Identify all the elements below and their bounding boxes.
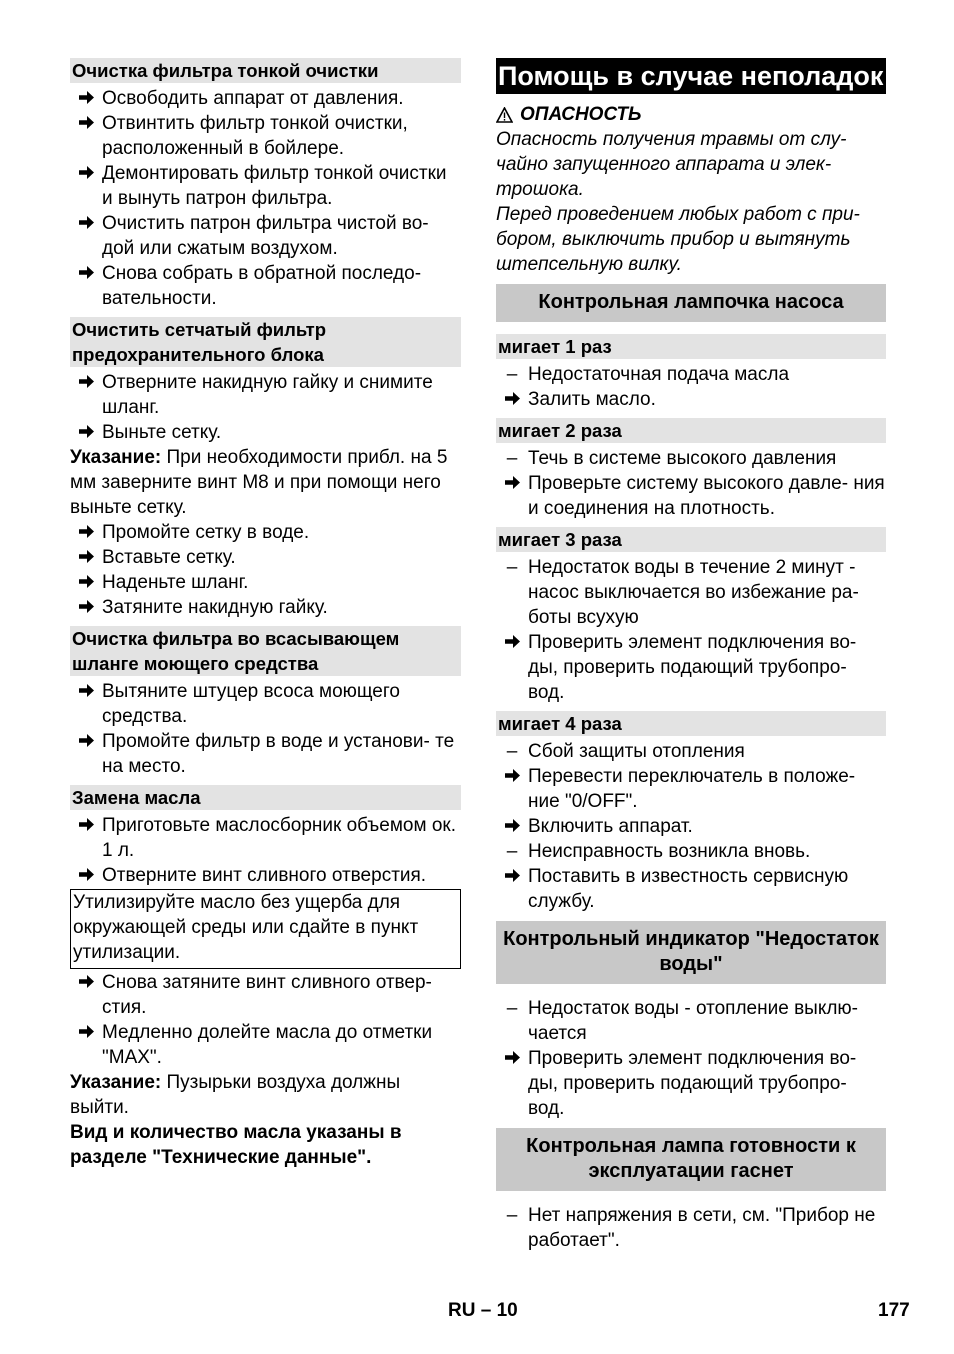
list-item-text: Проверить элемент подключения во- ды, проверить подающий трубопро- вод. <box>528 1048 857 1119</box>
footer-section-label: RU – 10 <box>448 1300 518 1321</box>
arrow-icon <box>70 161 102 211</box>
arrow-icon <box>496 630 528 705</box>
list-item <box>496 555 886 630</box>
list-fine-filter <box>70 86 461 311</box>
section-title-pump-lamp: Контрольная лампочка насоса <box>496 284 886 322</box>
list-item <box>70 970 461 1020</box>
list-item <box>496 814 886 839</box>
list-item-text: Снова собрать в обратной последо- вательности. <box>102 263 422 309</box>
list-item-text: Вытяните штуцер всоса моющего средства. <box>102 681 400 727</box>
section-title-fine-filter: Очистка фильтра тонкой очистки <box>70 58 461 83</box>
list-item-text: Вставьте сетку. <box>102 547 236 568</box>
list-item-text: Выньте сетку. <box>102 422 222 443</box>
list-oil-change-a <box>70 813 461 888</box>
arrow-icon <box>70 261 102 311</box>
list-mesh-filter-b <box>70 520 461 620</box>
section-title-mesh-filter: Очистить сетчатый фильтр предохранительного блока <box>70 317 461 367</box>
oil-spec-reference: Вид и количество масла указаны в разделе "Технические данные". <box>70 1122 402 1168</box>
environment-notice-box: Утилизируйте масло без ущерба для окружающей среды или сдайте в пункт утилизации. <box>70 889 461 969</box>
arrow-icon <box>496 1046 528 1121</box>
list-mesh-filter-a <box>70 370 461 445</box>
arrow-icon <box>70 863 102 888</box>
list-item-text: Проверить элемент подключения во- ды, проверить подающий трубопро- вод. <box>528 632 857 703</box>
subsection-blinks-2: мигает 2 раза <box>496 418 886 443</box>
list-item-text: Течь в системе высокого давления <box>528 448 837 469</box>
list-item-text: Перевести переключатель в положе- ние "0/OFF". <box>528 766 856 812</box>
list-item <box>70 863 461 888</box>
list-item <box>70 111 461 161</box>
list-item <box>496 996 886 1046</box>
note-mesh-filter <box>70 445 461 520</box>
arrow-icon <box>496 471 528 521</box>
list-item <box>496 362 886 387</box>
left-column <box>70 58 461 1170</box>
arrow-icon <box>70 570 102 595</box>
danger-text-1: Опасность получения травмы от слу- чайно запущенного аппарата и элек- трошока. <box>496 129 847 200</box>
list-item-text: Сбой защиты отопления <box>528 741 745 762</box>
section-title-detergent-filter: Очистка фильтра во всасывающем шланге моющего средства <box>70 626 461 676</box>
arrow-icon <box>70 595 102 620</box>
note-label: Указание: <box>70 1072 162 1093</box>
warning-triangle-icon <box>496 107 520 123</box>
list-item <box>70 545 461 570</box>
list-item <box>70 729 461 779</box>
list-item <box>70 420 461 445</box>
danger-heading <box>496 102 886 127</box>
arrow-icon <box>70 370 102 420</box>
list-item-text: Отвинтить фильтр тонкой очистки, расположенный в бойлере. <box>102 113 408 159</box>
list-item <box>70 595 461 620</box>
list-ready-lamp <box>496 1203 886 1253</box>
arrow-icon <box>70 970 102 1020</box>
dash-marker: – <box>506 1205 518 1226</box>
right-column <box>496 58 886 1253</box>
arrow-icon <box>70 545 102 570</box>
note-oil-change <box>70 1070 461 1120</box>
list-blinks-2 <box>496 446 886 521</box>
list-item <box>496 387 886 412</box>
list-item <box>70 813 461 863</box>
list-item <box>496 764 886 814</box>
list-item-text: Поставить в известность сервисную службу. <box>528 866 849 912</box>
arrow-icon <box>70 420 102 445</box>
dash-marker: – <box>506 998 518 1019</box>
dash-marker: – <box>506 557 518 578</box>
list-item <box>496 471 886 521</box>
arrow-icon <box>70 520 102 545</box>
arrow-icon <box>496 764 528 814</box>
section-title-ready-lamp: Контрольная лампа готовности к эксплуатации гаснет <box>496 1128 886 1191</box>
section-title-oil-change: Замена масла <box>70 785 461 810</box>
list-item-text: Недостаточная подача масла <box>528 364 790 385</box>
dash-marker: – <box>506 741 518 762</box>
arrow-icon <box>70 211 102 261</box>
note-text: Пузырьки воздуха должны выйти. <box>70 1072 401 1118</box>
arrow-icon <box>70 679 102 729</box>
list-item <box>70 370 461 420</box>
list-item-text: Неисправность возникла вновь. <box>528 841 811 862</box>
dash-marker: – <box>506 448 518 469</box>
list-item <box>70 1020 461 1070</box>
dash-marker: – <box>506 841 518 862</box>
list-item-text: Недостаток воды в течение 2 минут - насос выключается во избежание ра- боты всухую <box>528 557 859 628</box>
list-item <box>70 261 461 311</box>
list-item-text: Отверните накидную гайку и снимите шланг. <box>102 372 433 418</box>
list-item-text: Приготовьте маслосборник объемом ок. 1 л. <box>102 815 456 861</box>
list-item <box>70 570 461 595</box>
list-item-text: Промойте фильтр в воде и установи- те на место. <box>102 731 455 777</box>
list-item-text: Медленно долейте масла до отметки "MAX". <box>102 1022 433 1068</box>
arrow-icon <box>70 111 102 161</box>
list-blinks-3 <box>496 555 886 705</box>
list-water-indicator <box>496 996 886 1121</box>
section-title-water-indicator: Контрольный индикатор "Недостаток воды" <box>496 921 886 984</box>
list-detergent-filter <box>70 679 461 779</box>
dash-marker: – <box>506 364 518 385</box>
list-item <box>496 630 886 705</box>
list-item <box>496 446 886 471</box>
danger-label: ОПАСНОСТЬ <box>520 104 642 125</box>
list-item <box>496 864 886 914</box>
list-oil-change-b <box>70 970 461 1070</box>
list-item-text: Залить масло. <box>528 389 656 410</box>
list-item <box>70 679 461 729</box>
list-blinks-4 <box>496 739 886 914</box>
subsection-blinks-3: мигает 3 раза <box>496 527 886 552</box>
list-item <box>496 839 886 864</box>
list-item <box>496 739 886 764</box>
list-item-text: Недостаток воды - отопление выклю- чается <box>528 998 859 1044</box>
list-item-text: Проверьте систему высокого давле- ния и соединения на плотность. <box>528 473 885 519</box>
arrow-icon <box>70 1020 102 1070</box>
danger-text-2: Перед проведением любых работ с при- бором, выключить прибор и вытянуть штепсельную вилку. <box>496 204 860 275</box>
list-item <box>496 1046 886 1121</box>
list-item-text: Затяните накидную гайку. <box>102 597 328 618</box>
list-item <box>70 520 461 545</box>
list-blinks-1 <box>496 362 886 412</box>
list-item-text: Промойте сетку в воде. <box>102 522 310 543</box>
arrow-icon <box>496 864 528 914</box>
arrow-icon <box>70 813 102 863</box>
list-item <box>70 86 461 111</box>
subsection-blinks-4: мигает 4 раза <box>496 711 886 736</box>
list-item-text: Включить аппарат. <box>528 816 693 837</box>
arrow-icon <box>70 86 102 111</box>
note-label: Указание: <box>70 447 162 468</box>
list-item-text: Нет напряжения в сети, см. "Прибор не работает". <box>528 1205 876 1251</box>
list-item <box>70 211 461 261</box>
list-item-text: Освободить аппарат от давления. <box>102 88 404 109</box>
subsection-blinks-1: мигает 1 раз <box>496 334 886 359</box>
arrow-icon <box>496 814 528 839</box>
note-text: При необходимости прибл. на 5 мм заверните винт M8 и при помощи него выньте сетку. <box>70 447 448 518</box>
arrow-icon <box>496 387 528 412</box>
list-item-text: Очистить патрон фильтра чистой во- дой или сжатым воздухом. <box>102 213 429 259</box>
arrow-icon <box>70 729 102 779</box>
list-item-text: Демонтировать фильтр тонкой очистки и вынуть патрон фильтра. <box>102 163 447 209</box>
list-item <box>496 1203 886 1253</box>
page-number: 177 <box>878 1300 910 1321</box>
list-item <box>70 161 461 211</box>
list-item-text: Отверните винт сливного отверстия. <box>102 865 427 886</box>
chapter-title: Помощь в случае неполадок <box>496 58 886 94</box>
list-item-text: Наденьте шланг. <box>102 572 249 593</box>
list-item-text: Снова затяните винт сливного отвер- стия. <box>102 972 432 1018</box>
